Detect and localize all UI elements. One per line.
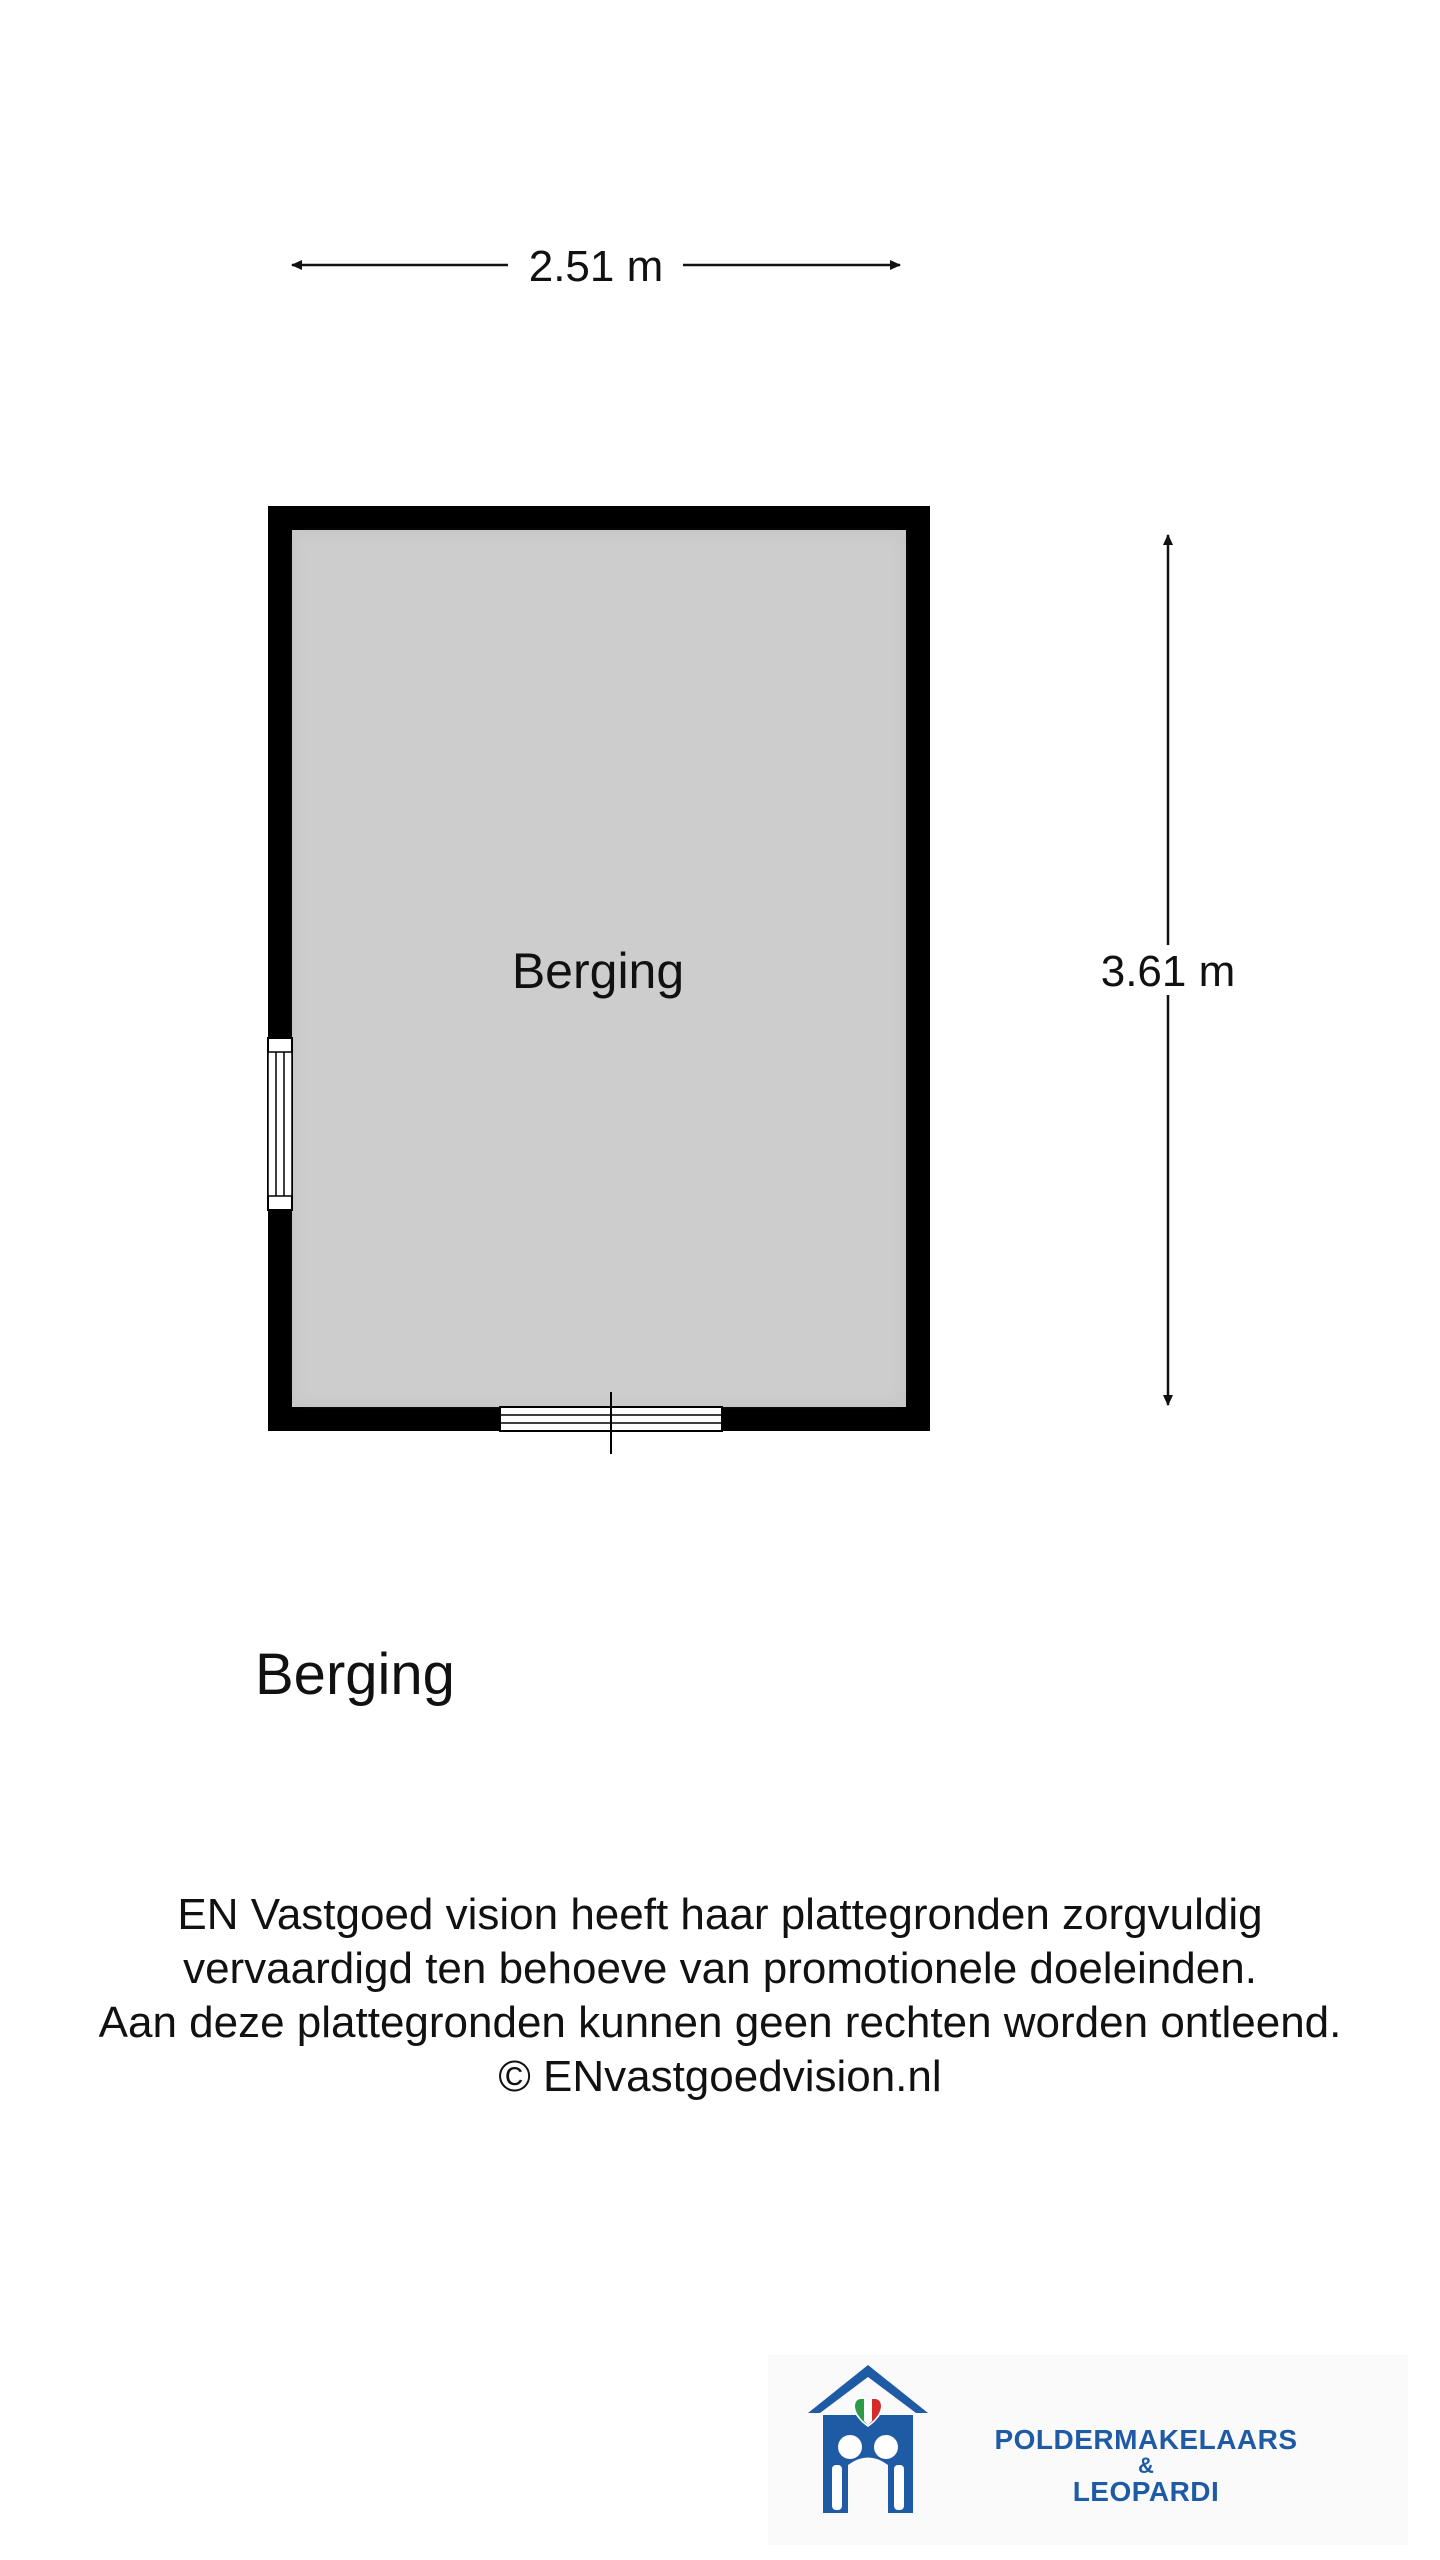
disclaimer-line: vervaardigd ten behoeve van promotionele doeleinden. (183, 1944, 1257, 1993)
disclaimer-line: Aan deze plattegronden kunnen geen rechten worden ontleend. (98, 1998, 1342, 2047)
disclaimer-line: EN Vastgoed vision heeft haar plattegronden zorgvuldig (177, 1890, 1263, 1939)
logo-line-1: POLDERMAKELAARS (994, 2424, 1298, 2455)
width-dimension-label: 2.51 m (528, 242, 664, 291)
logo-line-3: LEOPARDI (1072, 2476, 1220, 2507)
logo-wordmark (986, 2425, 1306, 2507)
disclaimer (0, 1888, 1440, 2104)
room-berging (268, 506, 930, 1431)
brand-logo (768, 2355, 1408, 2545)
floor-title: Berging (255, 1642, 455, 1707)
height-dimension-label: 3.61 m (1100, 947, 1236, 996)
room-label: Berging (511, 943, 685, 999)
house-logo-icon (768, 2355, 988, 2545)
width-dimension (292, 242, 900, 291)
height-dimension (1101, 535, 1236, 1405)
logo-line-2: & (1138, 2453, 1154, 2478)
copyright-line: © ENvastgoedvision.nl (498, 2052, 942, 2101)
left-window (268, 1038, 292, 1210)
